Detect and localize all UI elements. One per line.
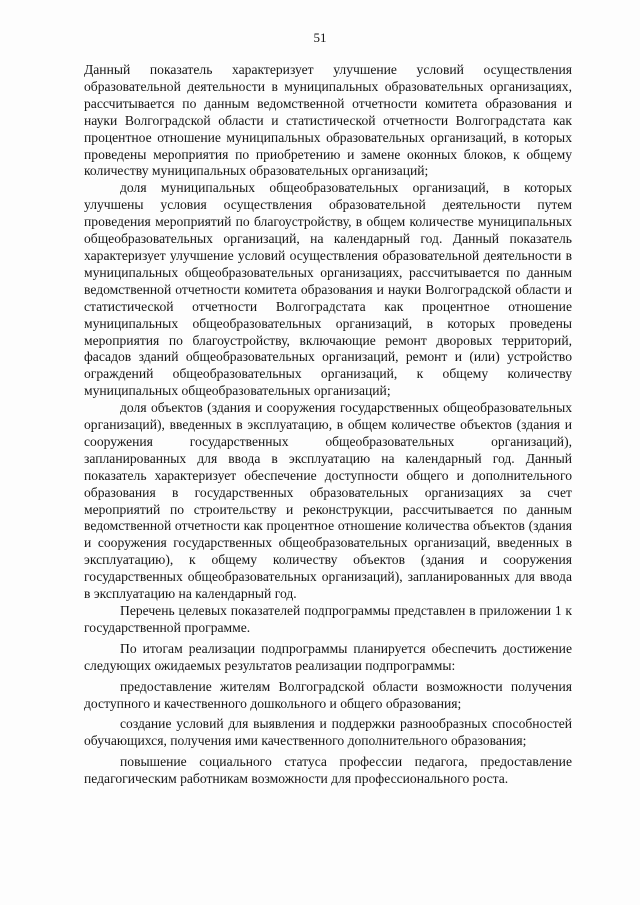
paragraph-window-replacement: Данный показатель характеризует улучшение условий осуществления образовательной деятельности в муниципальных образовательных организациях, рассчитывается по данным ведомственной отчетности комитета образования и науки Волгоградской области и статистической отчетности Волгоградстата как процентное отношение муниципальных образовательных организаций, в которых проведены мероприятия по приобретению и замене оконных блоков, к общему количеству муниципальных образовательных организаций; [84,62,572,179]
paragraph-result-teachers: повышение социального статуса профессии педагога, предоставление педагогическим работникам возможности для профессионального роста. [84,754,572,787]
paragraph-result-access: предоставление жителям Волгоградской области возможности получения доступного и качественного дошкольного и общего образования; [84,678,572,711]
document-body [84,62,572,788]
paragraph-landscaping-share: доля муниципальных общеобразовательных организаций, в которых улучшены условия осуществления образовательной деятельности путем проведения мероприятий по благоустройству, в общем количестве муниципальных общеобразовательных организаций, на календарный год. Данный показатель характеризует улучшение условий осуществления образовательной деятельности в муниципальных общеобразовательных организациях, рассчитывается по данным ведомственной отчетности комитета образования и науки Волгоградской области и статистической отчетности Волгоградстата как процентное отношение муниципальных общеобразовательных организаций, в которых проведены мероприятия по благоустройству, включающие ремонт дворовых территорий, фасадов зданий общеобразовательных организаций, ремонт и (или) устройство ограждений общеобразовательных организаций, к общему количеству муниципальных общеобразовательных организаций; [84,180,572,399]
paragraph-indicators-list: Перечень целевых показателей подпрограммы представлен в приложении 1 к государственной программе. [84,603,572,635]
page-number: 51 [313,30,327,45]
paragraph-result-abilities: создание условий для выявления и поддержки разнообразных способностей обучающихся, получения ими качественного дополнительного образования; [84,716,572,749]
paragraph-objects-commissioned: доля объектов (здания и сооружения государственных общеобразовательных организаций), введенных в эксплуатацию, в общем количестве объектов (здания и сооружения государственных общеобразовательных организаций), запланированных для ввода в эксплуатацию на календарный год. Данный показатель характеризует обеспечение доступности общего и дополнительного образования в государственных образовательных организациях за счет мероприятий по строительству и реконструкции, рассчитывается по данным ведомственной отчетности как процентное отношение количества объектов (здания и сооружения государственных общеобразовательных организаций, введенных в эксплуатацию), к общему количеству объектов (здания и сооружения государственных общеобразовательных организаций), запланированных для ввода в эксплуатацию на календарный год. [84,400,572,602]
paragraph-expected-results: По итогам реализации подпрограммы планируется обеспечить достижение следующих ожидаемых результатов реализации подпрограммы: [84,640,572,673]
